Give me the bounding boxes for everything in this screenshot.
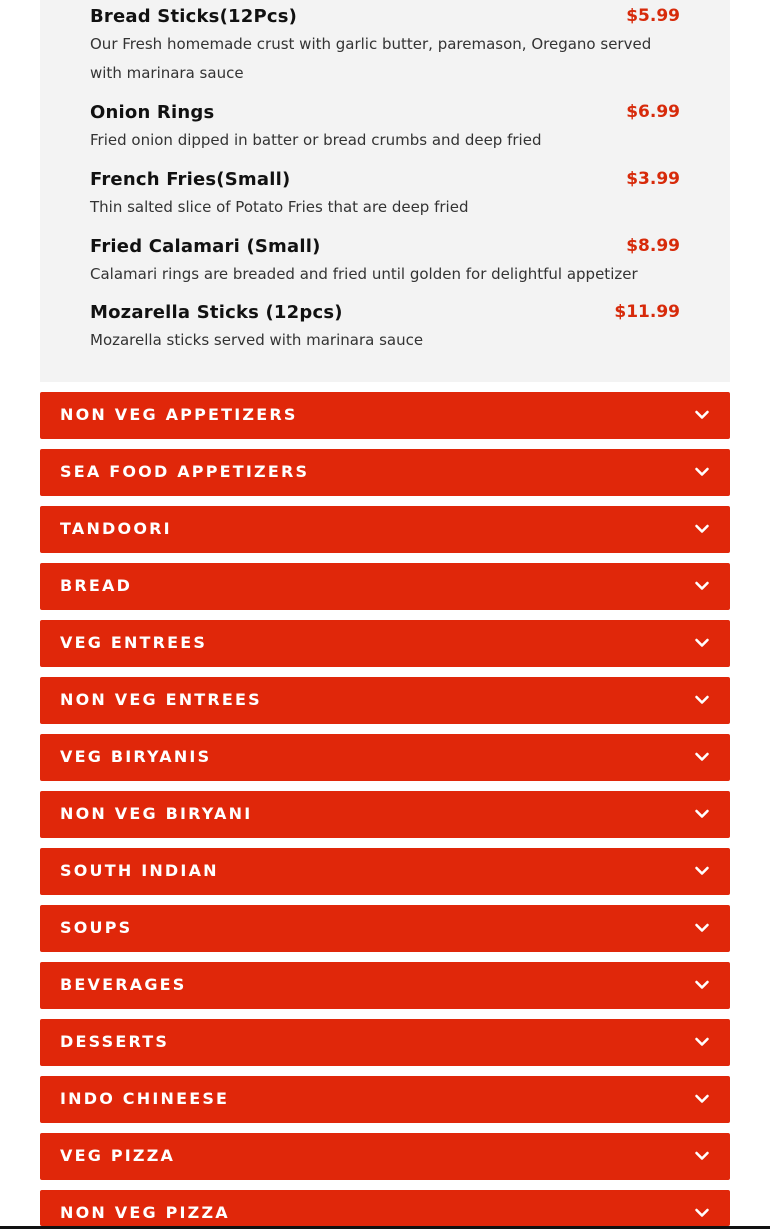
menu-item-price: $11.99 (614, 302, 680, 322)
menu-item-name: Mozarella Sticks (12pcs) (90, 302, 343, 323)
menu-item-header (90, 236, 680, 260)
accordion-tandoori[interactable] (40, 506, 730, 553)
accordion-label: BREAD (60, 576, 133, 595)
menu-item-header (90, 6, 680, 30)
menu-item (90, 102, 680, 155)
accordion-indo-chineese[interactable] (40, 1076, 730, 1123)
chevron-down-icon (694, 1148, 710, 1164)
accordion-label: NON VEG APPETIZERS (60, 405, 298, 424)
menu-item-name: Onion Rings (90, 102, 215, 123)
accordion-label: DESSERTS (60, 1032, 170, 1051)
accordion-label: NON VEG ENTREES (60, 690, 262, 709)
chevron-down-icon (694, 1091, 710, 1107)
accordion-veg-pizza[interactable] (40, 1133, 730, 1180)
menu-item-name: Fried Calamari (Small) (90, 236, 321, 257)
accordion-veg-entrees[interactable] (40, 620, 730, 667)
chevron-down-icon (694, 578, 710, 594)
accordion-desserts[interactable] (40, 1019, 730, 1066)
chevron-down-icon (694, 920, 710, 936)
accordion-soups[interactable] (40, 905, 730, 952)
accordion-veg-biryanis[interactable] (40, 734, 730, 781)
accordion-label: INDO CHINEESE (60, 1089, 230, 1108)
menu-item-description: Mozarella sticks served with marinara sauce (90, 331, 424, 349)
chevron-down-icon (694, 521, 710, 537)
accordion-label: VEG ENTREES (60, 633, 208, 652)
accordion-non-veg-entrees[interactable] (40, 677, 730, 724)
accordion-label: SEA FOOD APPETIZERS (60, 462, 310, 481)
menu-item (90, 6, 680, 88)
menu-item (90, 236, 680, 289)
menu-item-price: $8.99 (626, 236, 680, 256)
menu-item-header (90, 169, 680, 193)
chevron-down-icon (694, 749, 710, 765)
accordion-label: NON VEG PIZZA (60, 1203, 230, 1222)
accordion-label: SOUPS (60, 918, 133, 937)
chevron-down-icon (694, 1205, 710, 1221)
accordion-label: BEVERAGES (60, 975, 187, 994)
expanded-menu-panel (40, 0, 730, 382)
chevron-down-icon (694, 635, 710, 651)
accordion-non-veg-biryani[interactable] (40, 791, 730, 838)
accordion-south-indian[interactable] (40, 848, 730, 895)
accordion-label: SOUTH INDIAN (60, 861, 219, 880)
menu-item-description: Thin salted slice of Potato Fries that are deep fried (90, 198, 469, 216)
accordion-bread[interactable] (40, 563, 730, 610)
accordion-label: TANDOORI (60, 519, 172, 538)
menu-item-name: French Fries(Small) (90, 169, 291, 190)
chevron-down-icon (694, 1034, 710, 1050)
accordion-beverages[interactable] (40, 962, 730, 1009)
menu-item-price: $3.99 (626, 169, 680, 189)
menu-item (90, 169, 680, 222)
chevron-down-icon (694, 863, 710, 879)
chevron-down-icon (694, 464, 710, 480)
menu-item-description: Our Fresh homemade crust with garlic butter, paremason, Oregano served with marinara sauce (90, 35, 652, 82)
chevron-down-icon (694, 692, 710, 708)
accordion-label: VEG PIZZA (60, 1146, 176, 1165)
menu-item-header (90, 302, 680, 326)
chevron-down-icon (694, 977, 710, 993)
menu-item-name: Bread Sticks(12Pcs) (90, 6, 298, 27)
menu-item-description: Fried onion dipped in batter or bread crumbs and deep fried (90, 131, 542, 149)
accordion-sea-food-appetizers[interactable] (40, 449, 730, 496)
menu-item-header (90, 102, 680, 126)
accordion-label: NON VEG BIRYANI (60, 804, 253, 823)
menu-item (90, 302, 680, 355)
chevron-down-icon (694, 407, 710, 423)
menu-item-description: Calamari rings are breaded and fried until golden for delightful appetizer (90, 265, 638, 283)
accordion-non-veg-pizza[interactable] (40, 1190, 730, 1226)
accordion-non-veg-appetizers[interactable] (40, 392, 730, 439)
menu-item-price: $5.99 (626, 6, 680, 26)
menu-item-price: $6.99 (626, 102, 680, 122)
chevron-down-icon (694, 806, 710, 822)
accordion-label: VEG BIRYANIS (60, 747, 212, 766)
